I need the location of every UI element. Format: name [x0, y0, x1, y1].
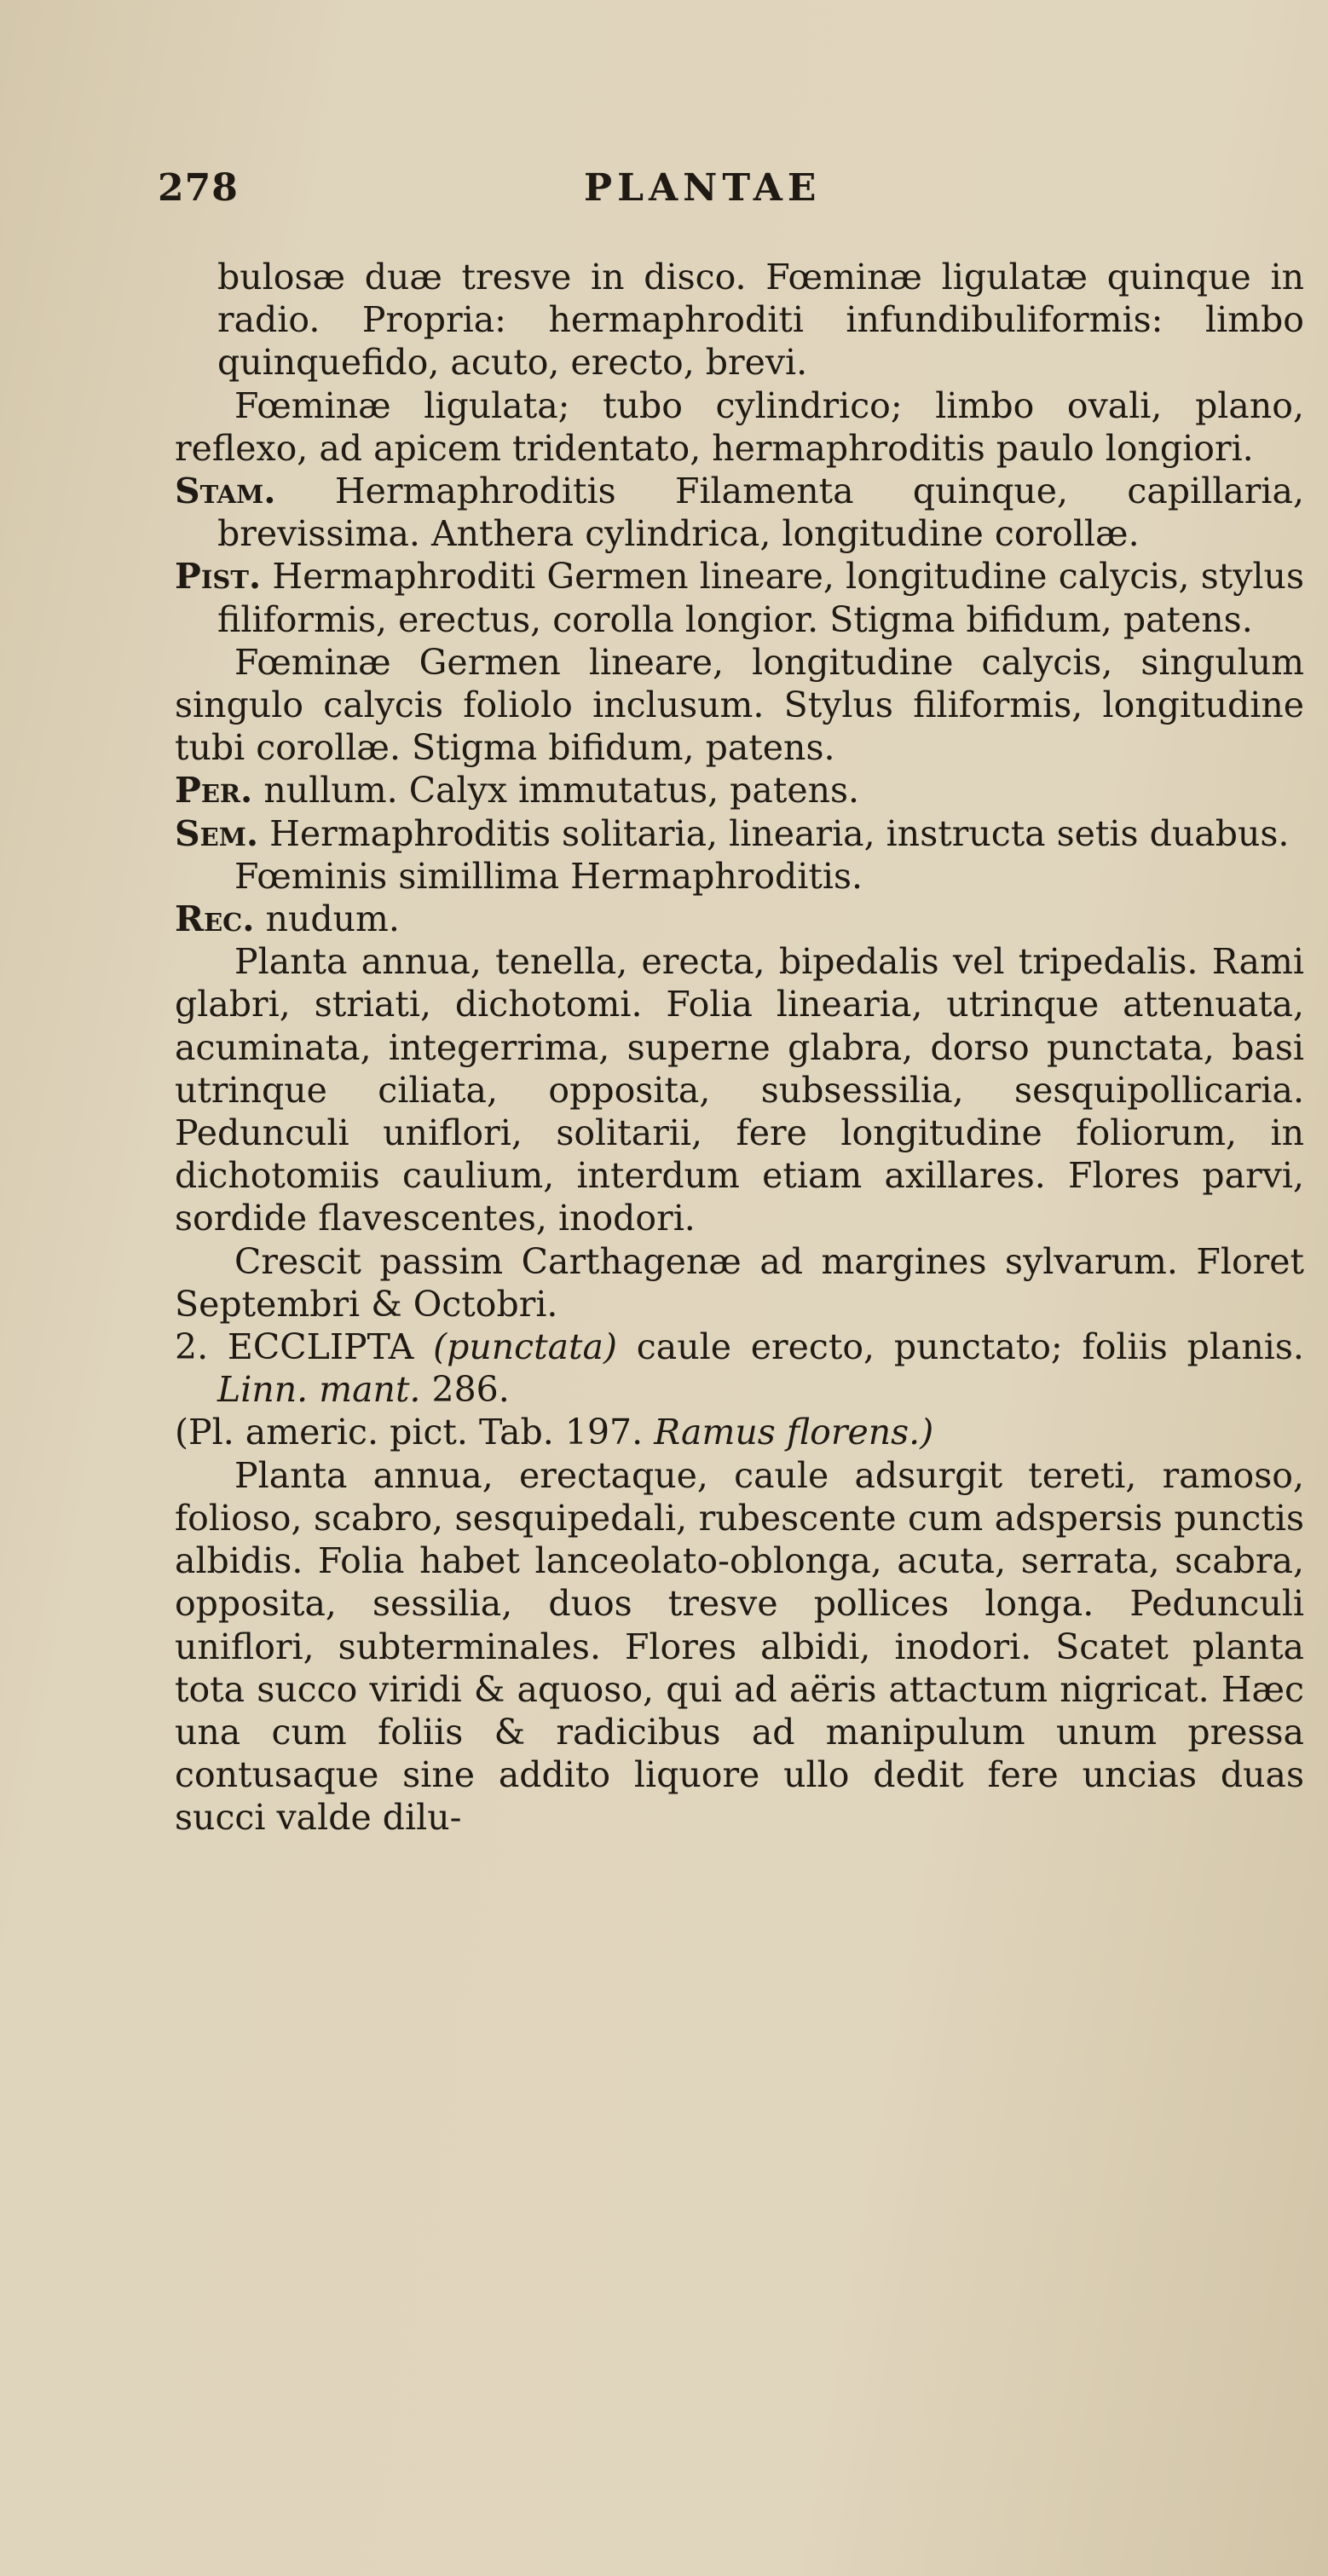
section-semina — [175, 812, 1304, 855]
section-text: nullum. Calyx immutatus, patens. — [263, 770, 860, 811]
entry-number: 2. — [175, 1326, 209, 1368]
paragraph: Fœminæ ligulata; tubo cylindrico; limbo ovali, plano, reflexo, ad apicem tridentato, hermaphroditis paulo longiori. — [175, 384, 1304, 469]
section-stamina — [175, 470, 1304, 555]
plate-reference — [175, 1411, 1304, 1453]
section-receptaculum — [175, 898, 1304, 940]
section-label: Per. — [175, 770, 253, 811]
paragraph: Planta annua, tenella, erecta, bipedalis vel tripedalis. Rami glabri, striati, dichotomi. Folia linearia, utrinque attenuata, acuminata, integerrima, superne glabra, dorso punctata, basi utrinque ciliata, opposita, subsessilia, sesquipollicaria. Pedunculi uniflori, solitarii, fere longitudine foliorum, in dichotomiis caulium, interdum etiam axillares. Flores parvi, sordide flavescentes, inodori. — [175, 941, 1304, 1239]
page-header — [158, 166, 1266, 226]
section-pericarpium — [175, 769, 1304, 811]
section-label: Rec. — [175, 898, 255, 940]
running-head: PLANTAE — [584, 166, 822, 210]
paragraph: Fœminis simillima Hermaphroditis. — [234, 855, 863, 897]
section-text: Hermaphroditis Filamenta quinque, capillaria, brevissima. Anthera cylindrica, longitudine corollæ. — [217, 471, 1304, 555]
section-text: nudum. — [265, 898, 400, 940]
plate-caption: Ramus florens.) — [654, 1412, 934, 1453]
reference-number: 286. — [431, 1369, 510, 1411]
section-label: Sem. — [175, 812, 259, 854]
section-pistillum — [175, 555, 1304, 640]
reference: Linn. mant. — [217, 1369, 421, 1411]
page-number: 278 — [158, 166, 239, 210]
section-text: Hermaphroditis solitaria, linearia, instructa setis duabus. — [269, 812, 1290, 854]
plate-citation: (Pl. americ. pict. Tab. 197. — [175, 1412, 644, 1453]
section-label: Pist. — [175, 556, 262, 598]
species-epithet: (punctata) — [433, 1326, 617, 1368]
species-entry — [175, 1326, 1304, 1411]
section-label: Stam. — [175, 471, 276, 512]
paragraph: bulosæ duæ tresve in disco. Fœminæ ligulatæ quinque in radio. Propria: hermaphroditi infundibuliformis: limbo quinquefido, acuto, erecto, brevi. — [217, 257, 1304, 384]
genus-name: ECCLIPTA — [227, 1326, 414, 1368]
section-text: Hermaphroditi Germen lineare, longitudine calycis, stylus filiformis, erectus, corolla longior. Stigma bifidum, patens. — [217, 556, 1304, 640]
species-diagnosis: caule erecto, punctato; foliis planis. — [636, 1326, 1304, 1368]
paragraph: Crescit passim Carthagenæ ad margines sylvarum. Floret Septembri & Octobri. — [175, 1240, 1304, 1325]
paragraph: Planta annua, erectaque, caule adsurgit tereti, ramoso, folioso, scabro, sesquipedali, rubescente cum adspersis punctis albidis. Folia habet lanceolato-oblonga, acuta, serrata, scabra, opposita, sessilia, duos tresve pollices longa. Pedunculi uniflori, subterminales. Flores albidi, inodori. Scatet planta tota succo viridi & aquoso, qui ad aëris attactum nigricat. Hæc una cum foliis & radicibus ad manipulum unum pressa contusaque sine addito liquore ullo dedit fere uncias duas succi valde dilu- — [175, 1454, 1304, 1839]
paragraph: Fœminæ Germen lineare, longitudine calycis, singulum singulo calycis foliolo inclusum. Stylus filiformis, longitudine tubi corollæ. Stigma bifidum, patens. — [175, 641, 1304, 769]
body-text — [175, 256, 1304, 1840]
